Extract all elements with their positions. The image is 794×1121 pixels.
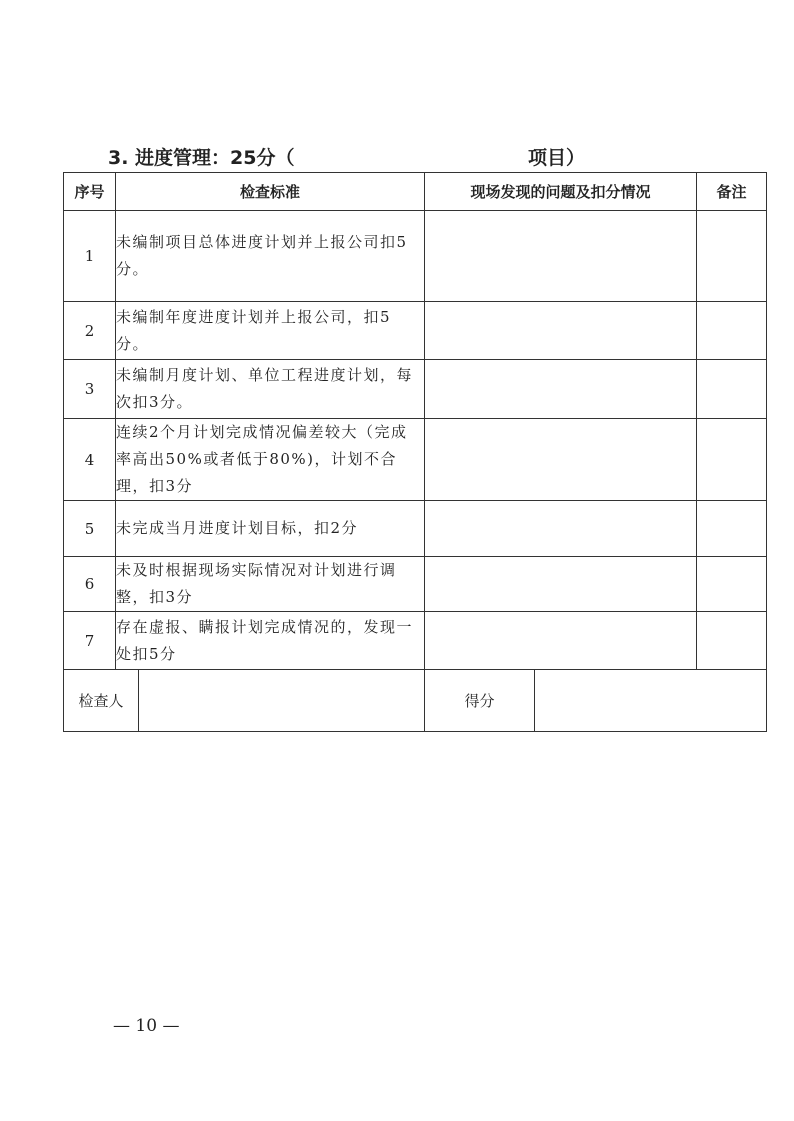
row-remarks-cell[interactable] [697, 612, 767, 670]
row-criteria: 未及时根据现场实际情况对计划进行调整，扣3分 [116, 557, 425, 612]
row-findings-cell[interactable] [425, 360, 697, 419]
row-findings-cell[interactable] [425, 501, 697, 557]
table-footer-row [64, 670, 767, 732]
row-findings-cell[interactable] [425, 612, 697, 670]
section-title [108, 143, 586, 170]
inspection-table [63, 172, 767, 732]
table-row [64, 211, 767, 302]
row-remarks-cell[interactable] [697, 419, 767, 501]
row-criteria: 存在虚报、瞒报计划完成情况的，发现一处扣5分 [116, 612, 425, 670]
header-findings: 现场发现的问题及扣分情况 [425, 173, 697, 211]
row-no: 1 [64, 211, 116, 302]
table-row [64, 612, 767, 670]
table-row [64, 557, 767, 612]
row-criteria: 连续2个月计划完成情况偏差较大（完成率高出50%或者低于80%)，计划不合理，扣3分 [116, 419, 425, 501]
row-remarks-cell[interactable] [697, 302, 767, 360]
header-remarks: 备注 [697, 173, 767, 211]
row-no: 3 [64, 360, 116, 419]
row-remarks-cell[interactable] [697, 211, 767, 302]
table-header-row [64, 173, 767, 211]
page-number: — 10 — [113, 1016, 180, 1036]
project-suffix: 项目） [528, 147, 586, 169]
score-field[interactable] [535, 670, 767, 732]
inspector-label: 检查人 [64, 670, 139, 732]
row-criteria: 未编制项目总体进度计划并上报公司扣5分。 [116, 211, 425, 302]
row-no: 6 [64, 557, 116, 612]
row-criteria: 未完成当月进度计划目标，扣2分 [116, 501, 425, 557]
row-remarks-cell[interactable] [697, 557, 767, 612]
table-row [64, 360, 767, 419]
row-findings-cell[interactable] [425, 302, 697, 360]
row-criteria: 未编制年度进度计划并上报公司，扣5分。 [116, 302, 425, 360]
row-findings-cell[interactable] [425, 557, 697, 612]
table-row [64, 501, 767, 557]
row-remarks-cell[interactable] [697, 501, 767, 557]
row-no: 5 [64, 501, 116, 557]
header-criteria: 检查标准 [116, 173, 425, 211]
row-no: 7 [64, 612, 116, 670]
table-row [64, 302, 767, 360]
table-row [64, 419, 767, 501]
row-criteria: 未编制月度计划、单位工程进度计划，每次扣3分。 [116, 360, 425, 419]
section-title-text: 3. 进度管理：25分（ [108, 147, 295, 169]
score-label: 得分 [425, 670, 535, 732]
row-no: 2 [64, 302, 116, 360]
row-no: 4 [64, 419, 116, 501]
header-no: 序号 [64, 173, 116, 211]
inspector-field[interactable] [139, 670, 425, 732]
row-remarks-cell[interactable] [697, 360, 767, 419]
row-findings-cell[interactable] [425, 419, 697, 501]
row-findings-cell[interactable] [425, 211, 697, 302]
